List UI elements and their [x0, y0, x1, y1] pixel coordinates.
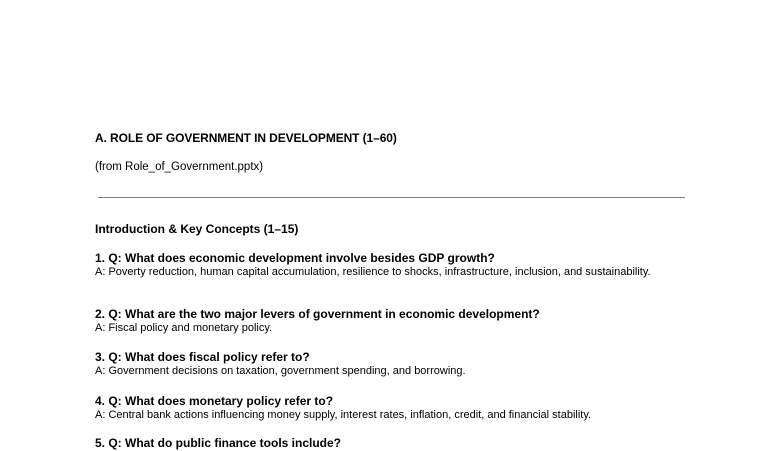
qa-item	[95, 394, 688, 422]
subsection-title: Introduction & Key Concepts (1–15)	[95, 222, 299, 236]
qa-item	[95, 307, 688, 335]
question-text: 1. Q: What does economic development involve besides GDP growth?	[95, 251, 495, 265]
question-text: 4. Q: What does monetary policy refer to?	[95, 394, 334, 408]
question-text: 3. Q: What does fiscal policy refer to?	[95, 350, 310, 364]
answer-text: A: Central bank actions influencing money supply, interest rates, inflation, credit, and financial stability.	[95, 409, 592, 421]
question-text: 2. Q: What are the two major levers of government in economic development?	[95, 307, 540, 321]
source-note: (from Role_of_Government.pptx)	[95, 161, 264, 173]
question-text: 5. Q: What do public finance tools include?	[95, 436, 342, 450]
section-title: A. ROLE OF GOVERNMENT IN DEVELOPMENT (1–60)	[95, 131, 397, 145]
answer-text: A: Poverty reduction, human capital accumulation, resilience to shocks, infrastructure, inclusion, and sustainability.	[95, 266, 651, 278]
qa-item	[95, 251, 688, 279]
horizontal-divider	[98, 197, 685, 198]
qa-item	[95, 436, 688, 451]
qa-item	[95, 350, 688, 378]
answer-text: A: Government decisions on taxation, government spending, and borrowing.	[95, 365, 466, 377]
answer-text: A: Fiscal policy and monetary policy.	[95, 322, 273, 334]
